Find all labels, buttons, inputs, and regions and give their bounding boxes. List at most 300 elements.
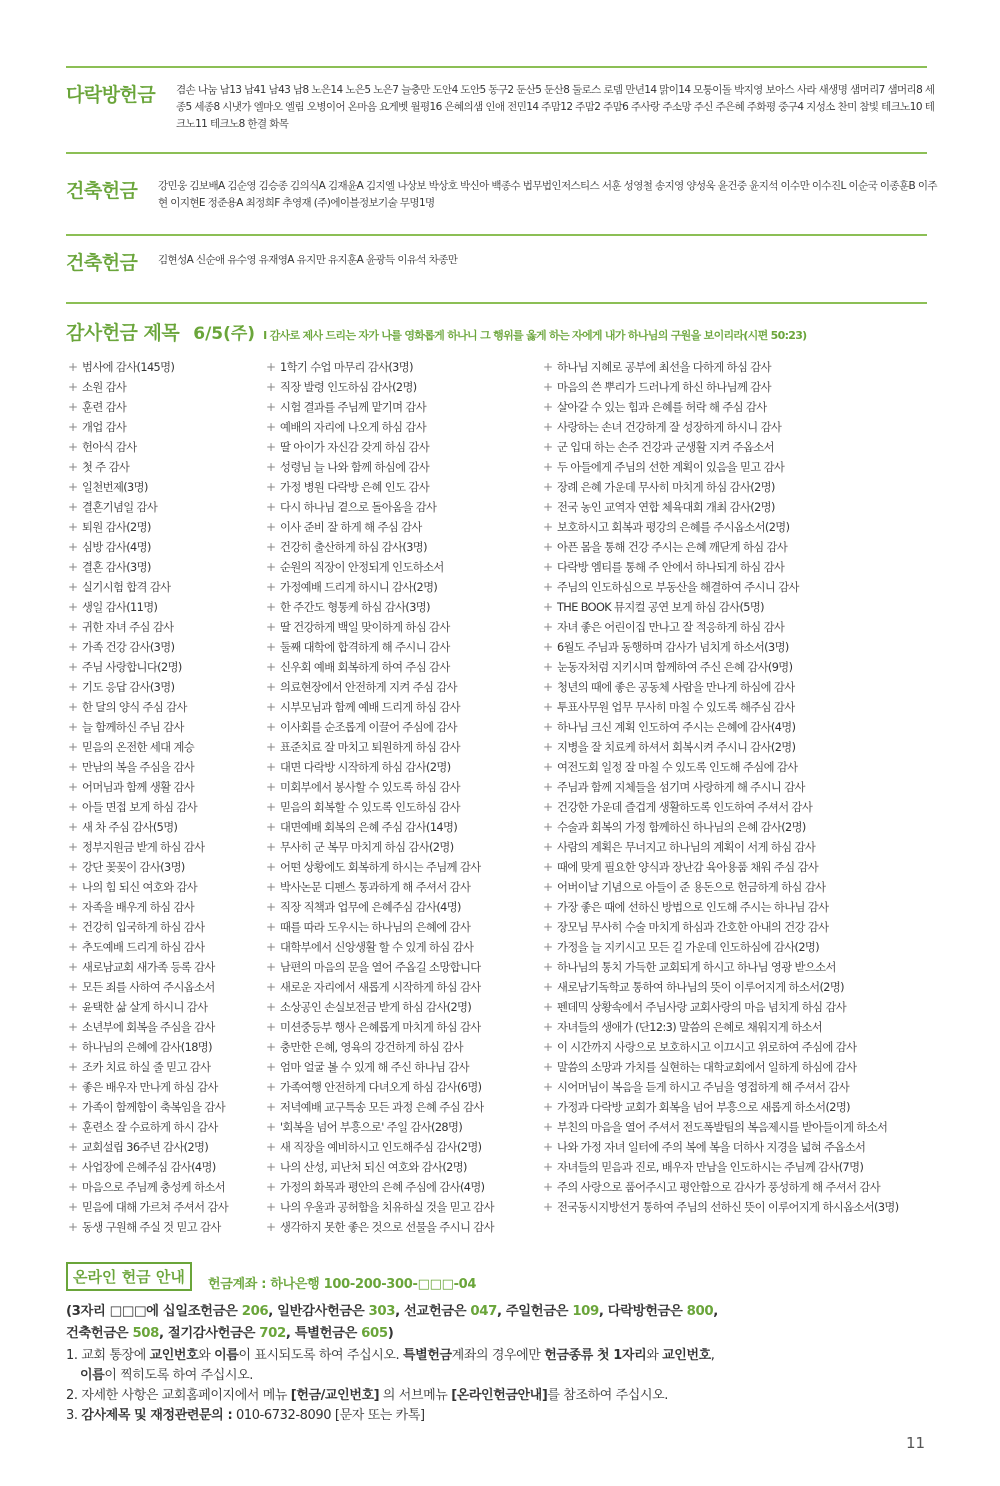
plus-icon: + bbox=[543, 1200, 553, 1214]
thanks-item bbox=[68, 877, 228, 897]
thanks-item bbox=[543, 497, 899, 517]
thanks-item bbox=[68, 997, 228, 1017]
thanks-item-text: '회복을 넘어 부흥으로' 주일 감사(28명) bbox=[280, 1121, 463, 1134]
plus-icon: + bbox=[266, 380, 276, 394]
thanks-column-3 bbox=[543, 357, 899, 1217]
thanks-item-text: 장례 은혜 가운데 무사히 마치게 하심 감사(2명) bbox=[557, 481, 775, 494]
plus-icon: + bbox=[266, 680, 276, 694]
plus-icon: + bbox=[266, 360, 276, 374]
thanks-item bbox=[543, 1057, 899, 1077]
thanks-item bbox=[266, 777, 494, 797]
plus-icon: + bbox=[68, 1180, 78, 1194]
thanks-item bbox=[266, 417, 494, 437]
online-account: 헌금계좌 : 하나은행 100-200-300-□□□-04 bbox=[208, 1277, 477, 1292]
plus-icon: + bbox=[543, 1140, 553, 1154]
plus-icon: + bbox=[266, 1080, 276, 1094]
code-mission: 047 bbox=[470, 1304, 497, 1319]
plus-icon: + bbox=[68, 840, 78, 854]
thanks-item-text: 하나님의 통치 가득한 교회되게 하시고 하나님 영광 받으소서 bbox=[557, 961, 836, 974]
plus-icon: + bbox=[266, 420, 276, 434]
code-sunday: 109 bbox=[572, 1304, 599, 1319]
thanks-item-text: 투표사무원 업무 무사히 마칠 수 있도록 해주심 감사 bbox=[557, 701, 795, 714]
thanks-item-text: 여전도회 일정 잘 마칠 수 있도록 인도해 주심에 감사 bbox=[557, 761, 798, 774]
thanks-item-text: 마음으로 주님께 충성케 하소서 bbox=[82, 1181, 226, 1194]
thanks-item bbox=[543, 897, 899, 917]
plus-icon: + bbox=[68, 540, 78, 554]
thanks-verse: I 감사로 제사 드리는 자가 나를 영화롭게 하나니 그 행위를 옳게 하는 자에게 내가 하나님의 구원을 보이리라(시편 50:23) bbox=[263, 329, 807, 342]
thanks-item-text: 소원 감사 bbox=[82, 381, 127, 394]
thanks-item-text: 강단 꽃꽂이 감사(3명) bbox=[82, 861, 185, 874]
thanks-item-text: 주님의 인도하심으로 부동산을 해결하여 주시니 감사 bbox=[557, 581, 799, 594]
thanks-item-text: 자녀 좋은 어린이집 만나고 잘 적응하게 하심 감사 bbox=[557, 621, 785, 634]
plus-icon: + bbox=[543, 1120, 553, 1134]
plus-icon: + bbox=[266, 500, 276, 514]
thanks-item bbox=[68, 977, 228, 997]
section-divider bbox=[66, 302, 927, 304]
thanks-item-text: 장모님 무사히 수술 마치게 하심과 간호한 아내의 건강 감사 bbox=[557, 921, 829, 934]
thanks-item bbox=[266, 1217, 494, 1237]
thanks-item-text: 무사히 군 복무 마치게 하심 감사(2명) bbox=[280, 841, 454, 854]
thanks-item bbox=[266, 497, 494, 517]
plus-icon: + bbox=[68, 400, 78, 414]
thanks-item-text: 1학기 수업 마무리 감사(3명) bbox=[280, 361, 413, 374]
plus-icon: + bbox=[68, 740, 78, 754]
plus-icon: + bbox=[266, 1020, 276, 1034]
thanks-item-text: 아들 면접 보게 하심 감사 bbox=[82, 801, 198, 814]
thanks-item bbox=[543, 957, 899, 977]
plus-icon: + bbox=[68, 1000, 78, 1014]
thanks-item bbox=[543, 1157, 899, 1177]
thanks-item-text: 6월도 주님과 동행하며 감사가 넘치게 하소서(3명) bbox=[557, 641, 789, 654]
thanks-item bbox=[543, 677, 899, 697]
thanks-title: 감사헌금 제목 bbox=[66, 322, 180, 344]
thanks-item-text: 때를 따라 도우시는 하나님의 은혜에 감사 bbox=[280, 921, 471, 934]
thanks-date: 6/5(주) bbox=[193, 324, 256, 344]
section-divider bbox=[66, 66, 927, 68]
thanks-item bbox=[68, 457, 228, 477]
building-names-2: 김현성A 신순애 유수영 유재영A 유지만 유지훈A 윤광득 이유석 차종만 bbox=[158, 254, 458, 266]
thanks-item bbox=[68, 477, 228, 497]
plus-icon: + bbox=[68, 880, 78, 894]
thanks-item bbox=[266, 717, 494, 737]
thanks-item-text: 한 주간도 형통케 하심 감사(3명) bbox=[280, 601, 430, 614]
plus-icon: + bbox=[68, 680, 78, 694]
thanks-item bbox=[266, 1017, 494, 1037]
section-divider bbox=[66, 234, 927, 236]
thanks-item-text: 딸 건강하게 백일 맞이하게 하심 감사 bbox=[280, 621, 450, 634]
plus-icon: + bbox=[543, 980, 553, 994]
thanks-item bbox=[266, 597, 494, 617]
thanks-item-text: 마음의 쓴 뿌리가 드러나게 하신 하나님께 감사 bbox=[557, 381, 771, 394]
thanks-item-text: 훈련소 잘 수료하게 하시 감사 bbox=[82, 1121, 218, 1134]
thanks-item-text: 딸 아이가 자신감 갖게 하심 감사 bbox=[280, 441, 430, 454]
plus-icon: + bbox=[543, 540, 553, 554]
thanks-item-text: 어떤 상황에도 회복하게 하시는 주님께 감사 bbox=[280, 861, 481, 874]
thanks-item-text: 둘째 대학에 합격하게 해 주시니 감사 bbox=[280, 641, 450, 654]
thanks-item bbox=[266, 797, 494, 817]
thanks-item bbox=[266, 397, 494, 417]
plus-icon: + bbox=[266, 1140, 276, 1154]
plus-icon: + bbox=[543, 960, 553, 974]
thanks-item-text: 건강히 입국하게 하심 감사 bbox=[82, 921, 205, 934]
plus-icon: + bbox=[68, 600, 78, 614]
thanks-item-text: 미회부에서 봉사할 수 있도록 하심 감사 bbox=[280, 781, 460, 794]
thanks-item bbox=[68, 1017, 228, 1037]
thanks-item bbox=[266, 957, 494, 977]
plus-icon: + bbox=[68, 780, 78, 794]
thanks-item-text: 새 직장을 예비하시고 인도해주심 감사(2명) bbox=[280, 1141, 482, 1154]
thanks-item bbox=[266, 897, 494, 917]
thanks-item-text: 심방 감사(4명) bbox=[82, 541, 151, 554]
thanks-item bbox=[543, 937, 899, 957]
thanks-item-text: 전국 농인 교역자 연합 체육대회 개최 감사(2명) bbox=[557, 501, 775, 514]
thanks-item-text: 하나님 지혜로 공부에 최선을 다하게 하심 감사 bbox=[557, 361, 771, 374]
thanks-item-text: 한 달의 양식 주심 감사 bbox=[82, 701, 187, 714]
thanks-item-text: 시부모님과 함께 예배 드리게 하심 감사 bbox=[280, 701, 460, 714]
plus-icon: + bbox=[543, 800, 553, 814]
thanks-item bbox=[68, 517, 228, 537]
thanks-item bbox=[543, 657, 899, 677]
thanks-item bbox=[266, 937, 494, 957]
note-3: 3. 감사제목 및 재정관련문의 : 010-6732-8090 [문자 또는 카톡] bbox=[66, 1408, 425, 1423]
thanks-item-text: 다락방 엠티를 통해 주 안에서 하나되게 하심 감사 bbox=[557, 561, 785, 574]
thanks-item-text: 부친의 마음을 열어 주셔서 전도폭발팀의 복음제시를 받아들이게 하소서 bbox=[557, 1121, 888, 1134]
thanks-item-text: 주님 사랑합니다(2명) bbox=[82, 661, 182, 674]
thanks-item bbox=[68, 817, 228, 837]
thanks-item bbox=[543, 377, 899, 397]
plus-icon: + bbox=[266, 740, 276, 754]
plus-icon: + bbox=[266, 920, 276, 934]
thanks-item bbox=[68, 1077, 228, 1097]
thanks-item bbox=[68, 717, 228, 737]
thanks-item-text: 생각하지 못한 좋은 것으로 선물을 주시니 감사 bbox=[280, 1221, 494, 1234]
thanks-item-text: 나의 힘 되신 여호와 감사 bbox=[82, 881, 198, 894]
thanks-item bbox=[543, 1077, 899, 1097]
thanks-item-text: 가족 건강 감사(3명) bbox=[82, 641, 175, 654]
thanks-item bbox=[68, 557, 228, 577]
plus-icon: + bbox=[68, 900, 78, 914]
thanks-item bbox=[543, 1197, 899, 1217]
thanks-item-text: 충만한 은혜, 영육의 강건하게 하심 감사 bbox=[280, 1041, 463, 1054]
plus-icon: + bbox=[68, 460, 78, 474]
page-number: 11 bbox=[906, 1434, 926, 1452]
thanks-item bbox=[266, 1157, 494, 1177]
code-tithe: 206 bbox=[241, 1304, 269, 1319]
thanks-item-text: 소년부에 회복을 주심을 감사 bbox=[82, 1021, 215, 1034]
plus-icon: + bbox=[266, 1000, 276, 1014]
plus-icon: + bbox=[68, 1220, 78, 1234]
plus-icon: + bbox=[68, 1160, 78, 1174]
thanks-item bbox=[543, 1137, 899, 1157]
plus-icon: + bbox=[68, 640, 78, 654]
thanks-item-text: 정부지원금 받게 하심 감사 bbox=[82, 841, 205, 854]
plus-icon: + bbox=[543, 400, 553, 414]
thanks-item bbox=[266, 837, 494, 857]
thanks-item bbox=[266, 977, 494, 997]
thanks-item-text: 주님과 함께 지체들을 섬기며 사랑하게 해 주시니 감사 bbox=[557, 781, 805, 794]
thanks-item bbox=[266, 557, 494, 577]
thanks-item bbox=[266, 917, 494, 937]
plus-icon: + bbox=[68, 620, 78, 634]
plus-icon: + bbox=[68, 980, 78, 994]
thanks-item-text: 사랑하는 손녀 건강하게 잘 성장하게 하시니 감사 bbox=[557, 421, 782, 434]
plus-icon: + bbox=[543, 920, 553, 934]
thanks-item bbox=[266, 1057, 494, 1077]
thanks-item bbox=[543, 617, 899, 637]
thanks-item-text: 주의 사랑으로 품어주시고 평안함으로 감사가 풍성하게 해 주셔서 감사 bbox=[557, 1181, 881, 1194]
thanks-item-text: 일천번제(3명) bbox=[82, 481, 148, 494]
plus-icon: + bbox=[68, 560, 78, 574]
thanks-item-text: 엄마 얼굴 볼 수 있게 해 주신 하나님 감사 bbox=[280, 1061, 469, 1074]
thanks-item-text: 믿음에 대해 가르쳐 주셔서 감사 bbox=[82, 1201, 229, 1214]
thanks-item bbox=[543, 817, 899, 837]
thanks-item bbox=[543, 357, 899, 377]
thanks-item bbox=[266, 1097, 494, 1117]
thanks-item bbox=[68, 417, 228, 437]
plus-icon: + bbox=[266, 820, 276, 834]
thanks-item bbox=[543, 857, 899, 877]
plus-icon: + bbox=[266, 1220, 276, 1234]
thanks-item-text: 수술과 회복의 가정 함께하신 하나님의 은혜 감사(2명) bbox=[557, 821, 806, 834]
thanks-item-text: 퇴원 감사(2명) bbox=[82, 521, 151, 534]
plus-icon: + bbox=[68, 820, 78, 834]
plus-icon: + bbox=[543, 700, 553, 714]
thanks-item-text: 지병을 잘 치료케 하셔서 회복시켜 주시니 감사(2명) bbox=[557, 741, 796, 754]
thanks-item-text: 건강한 가운데 즐겁게 생활하도록 인도하여 주셔서 감사 bbox=[557, 801, 813, 814]
thanks-item-text: 시어머님이 복음을 듣게 하시고 주님을 영접하게 해 주셔서 감사 bbox=[557, 1081, 850, 1094]
thanks-item bbox=[68, 797, 228, 817]
thanks-item bbox=[68, 637, 228, 657]
plus-icon: + bbox=[68, 940, 78, 954]
thanks-item bbox=[266, 857, 494, 877]
plus-icon: + bbox=[543, 560, 553, 574]
online-offering-title: 온라인 헌금 안내 bbox=[66, 1262, 192, 1291]
thanks-item-text: 나의 산성, 피난처 되신 여호와 감사(2명) bbox=[280, 1161, 467, 1174]
plus-icon: + bbox=[543, 1060, 553, 1074]
plus-icon: + bbox=[543, 840, 553, 854]
thanks-item bbox=[543, 717, 899, 737]
thanks-item-text: 가장 좋은 때에 선하신 방법으로 인도해 주시는 하나님 감사 bbox=[557, 901, 829, 914]
plus-icon: + bbox=[266, 780, 276, 794]
plus-icon: + bbox=[543, 900, 553, 914]
thanks-item bbox=[68, 937, 228, 957]
plus-icon: + bbox=[68, 480, 78, 494]
thanks-item-text: 좋은 배우자 만나게 하심 감사 bbox=[82, 1081, 218, 1094]
thanks-item-text: 늘 함께하신 주님 감사 bbox=[82, 721, 184, 734]
plus-icon: + bbox=[543, 940, 553, 954]
thanks-item bbox=[266, 457, 494, 477]
plus-icon: + bbox=[266, 1120, 276, 1134]
plus-icon: + bbox=[68, 440, 78, 454]
plus-icon: + bbox=[543, 640, 553, 654]
thanks-item-text: 표준치료 잘 마치고 퇴원하게 하심 감사 bbox=[280, 741, 460, 754]
thanks-item bbox=[266, 357, 494, 377]
thanks-item bbox=[543, 877, 899, 897]
thanks-item bbox=[266, 1117, 494, 1137]
thanks-item-text: 건강히 출산하게 하심 감사(3명) bbox=[280, 541, 427, 554]
thanks-item-text: 시험 결과를 주님께 맡기며 감사 bbox=[280, 401, 427, 414]
thanks-item bbox=[68, 957, 228, 977]
thanks-item bbox=[266, 657, 494, 677]
thanks-item bbox=[68, 677, 228, 697]
thanks-item bbox=[543, 1117, 899, 1137]
thanks-item-text: 대면예배 회복의 은혜 주심 감사(14명) bbox=[280, 821, 458, 834]
thanks-item bbox=[543, 457, 899, 477]
plus-icon: + bbox=[266, 620, 276, 634]
thanks-item-text: 저녁예배 교구특송 모든 과정 은혜 주심 감사 bbox=[280, 1101, 484, 1114]
offering-codes: (3자리 □□□에 십일조헌금은 206, 일반감사헌금은 303, 선교헌금은 047, 주일헌금은 109, 다락방헌금은 800, 건축헌금은 508, 절기감사헌금은 702, 특별헌금은 605) bbox=[66, 1304, 718, 1341]
plus-icon: + bbox=[266, 480, 276, 494]
thanks-item-text: 남편의 마음의 문을 열어 주옵길 소망합니다 bbox=[280, 961, 481, 974]
code-seasonal: 702 bbox=[259, 1326, 286, 1341]
plus-icon: + bbox=[68, 500, 78, 514]
thanks-item-text: 교회설립 36주년 감사(2명) bbox=[82, 1141, 209, 1154]
thanks-item-text: 펜데믹 상황속에서 주님사랑 교회사랑의 마음 넘치게 하심 감사 bbox=[557, 1001, 847, 1014]
thanks-item bbox=[266, 617, 494, 637]
thanks-item bbox=[543, 637, 899, 657]
thanks-item-text: 어머님과 함께 생활 감사 bbox=[82, 781, 195, 794]
thanks-item-text: 새 차 주심 감사(5명) bbox=[82, 821, 178, 834]
plus-icon: + bbox=[68, 360, 78, 374]
plus-icon: + bbox=[266, 520, 276, 534]
note-2: 2. 자세한 사항은 교회홈페이지에서 메뉴 [헌금/교인번호] 의 서브메뉴 [온라인헌금안내]를 참조하여 주십시오. bbox=[66, 1388, 669, 1403]
plus-icon: + bbox=[266, 880, 276, 894]
plus-icon: + bbox=[68, 1100, 78, 1114]
thanks-item bbox=[543, 417, 899, 437]
plus-icon: + bbox=[266, 1160, 276, 1174]
thanks-item-text: 군 입대 하는 손주 건강과 군생활 지켜 주옵소서 bbox=[557, 441, 774, 454]
plus-icon: + bbox=[543, 580, 553, 594]
thanks-item-text: 나와 가정 자녀 일터에 주의 복에 복을 더하사 지경을 넓혀 주옵소서 bbox=[557, 1141, 866, 1154]
thanks-item bbox=[543, 517, 899, 537]
thanks-column-1 bbox=[68, 357, 228, 1237]
thanks-item-text: 가정 병원 다락방 은혜 인도 감사 bbox=[280, 481, 430, 494]
plus-icon: + bbox=[543, 380, 553, 394]
thanks-item bbox=[68, 857, 228, 877]
plus-icon: + bbox=[266, 1040, 276, 1054]
thanks-item bbox=[68, 357, 228, 377]
plus-icon: + bbox=[266, 900, 276, 914]
plus-icon: + bbox=[68, 1080, 78, 1094]
thanks-item bbox=[68, 377, 228, 397]
thanks-item bbox=[543, 577, 899, 597]
thanks-item-text: 범사에 감사(145명) bbox=[82, 361, 175, 374]
thanks-item bbox=[543, 777, 899, 797]
thanks-item bbox=[68, 1137, 228, 1157]
thanks-item-text: 직장 직책과 업무에 은혜주심 감사(4명) bbox=[280, 901, 461, 914]
thanks-item-text: 훈련 감사 bbox=[82, 401, 127, 414]
thanks-item-text: 어버이날 기념으로 아들이 준 용돈으로 헌금하게 하심 감사 bbox=[557, 881, 826, 894]
thanks-item bbox=[266, 1197, 494, 1217]
thanks-item-text: 실기시험 합격 감사 bbox=[82, 581, 171, 594]
plus-icon: + bbox=[266, 960, 276, 974]
thanks-item-text: 귀한 자녀 주심 감사 bbox=[82, 621, 174, 634]
thanks-item bbox=[68, 657, 228, 677]
thanks-item bbox=[68, 697, 228, 717]
code-special: 605 bbox=[361, 1326, 388, 1341]
thanks-item-text: 다시 하나님 곁으로 돌아옴을 감사 bbox=[280, 501, 437, 514]
thanks-item-text: 헌아식 감사 bbox=[82, 441, 137, 454]
thanks-item bbox=[68, 437, 228, 457]
thanks-item-text: 결혼 감사(3명) bbox=[82, 561, 151, 574]
thanks-item-text: 나의 우울과 공허함을 치유하실 것을 믿고 감사 bbox=[280, 1201, 494, 1214]
plus-icon: + bbox=[266, 540, 276, 554]
plus-icon: + bbox=[543, 1040, 553, 1054]
thanks-item bbox=[543, 1037, 899, 1057]
thanks-item-text: 하나님 크신 계획 인도하여 주시는 은혜에 감사(4명) bbox=[557, 721, 796, 734]
thanks-item bbox=[68, 1157, 228, 1177]
thanks-header bbox=[66, 318, 946, 345]
thanks-item-text: 가정을 늘 지키시고 모든 길 가운데 인도하심에 감사(2명) bbox=[557, 941, 820, 954]
thanks-item-text: 예배의 자리에 나오게 하심 감사 bbox=[280, 421, 427, 434]
plus-icon: + bbox=[266, 860, 276, 874]
thanks-item bbox=[266, 437, 494, 457]
thanks-item bbox=[543, 797, 899, 817]
plus-icon: + bbox=[266, 440, 276, 454]
plus-icon: + bbox=[68, 1140, 78, 1154]
thanks-item-text: 만남의 복을 주심을 감사 bbox=[82, 761, 195, 774]
building-title-1: 건축헌금 bbox=[66, 180, 138, 202]
code-darakbang: 800 bbox=[686, 1304, 714, 1319]
plus-icon: + bbox=[68, 1060, 78, 1074]
note-1: 1. 교회 통장에 교인번호와 이름이 표시되도록 하여 주십시오. 특별헌금계좌의 경우에만 헌금종류 첫 1자리와 교인번호, 이름이 찍히도록 하여 주십시오. bbox=[66, 1348, 715, 1383]
thanks-item bbox=[68, 917, 228, 937]
plus-icon: + bbox=[543, 600, 553, 614]
code-building: 508 bbox=[132, 1326, 160, 1341]
plus-icon: + bbox=[266, 980, 276, 994]
plus-icon: + bbox=[543, 620, 553, 634]
thanks-item bbox=[266, 1137, 494, 1157]
thanks-item-text: 가족여행 안전하게 다녀오게 하심 감사(6명) bbox=[280, 1081, 482, 1094]
plus-icon: + bbox=[68, 1040, 78, 1054]
thanks-item bbox=[543, 1017, 899, 1037]
thanks-item-text: 살아갈 수 있는 힘과 은혜를 허락 해 주심 감사 bbox=[557, 401, 767, 414]
thanks-item bbox=[543, 1177, 899, 1197]
thanks-item bbox=[68, 397, 228, 417]
plus-icon: + bbox=[68, 720, 78, 734]
thanks-item-text: 신우회 예배 회복하게 하여 주심 감사 bbox=[280, 661, 450, 674]
plus-icon: + bbox=[68, 920, 78, 934]
plus-icon: + bbox=[266, 580, 276, 594]
thanks-item bbox=[68, 597, 228, 617]
thanks-item bbox=[543, 397, 899, 417]
plus-icon: + bbox=[266, 1200, 276, 1214]
thanks-item-text: 두 아들에게 주님의 선한 계획이 있음을 믿고 감사 bbox=[557, 461, 785, 474]
thanks-item bbox=[266, 697, 494, 717]
thanks-item bbox=[68, 837, 228, 857]
thanks-item bbox=[543, 557, 899, 577]
thanks-item bbox=[266, 1077, 494, 1097]
thanks-item bbox=[266, 1037, 494, 1057]
thanks-item bbox=[266, 637, 494, 657]
darakbang-names: 겸손 나눔 남13 남41 남43 남8 노은14 노은5 노은7 늘충만 도안4 도안5 동구2 둔산5 둔산8 둘로스 로뎀 만년14 맑이14 모퉁이돌 박지영 보아스 사라 새생명 샘머리7 샘머리8 세종5 세종8 시냇가 엘마오 엘림 오병이어 온마음 요게벳 월평16 은혜의샘 인애 전민14 주맘12 주맘2 주맘6 주사랑 주소망 주신 주은혜 주화평 중구4 지성소 찬미 참빛 테크노10 테크노11 테크노8 한결 화목 bbox=[176, 84, 935, 130]
thanks-item bbox=[543, 597, 899, 617]
thanks-item-text: 첫 주 감사 bbox=[82, 461, 130, 474]
plus-icon: + bbox=[266, 400, 276, 414]
thanks-item-text: 생일 감사(11명) bbox=[82, 601, 158, 614]
thanks-item-text: 조카 치료 하실 줄 믿고 감사 bbox=[82, 1061, 211, 1074]
thanks-item bbox=[266, 537, 494, 557]
plus-icon: + bbox=[266, 1100, 276, 1114]
plus-icon: + bbox=[543, 1160, 553, 1174]
building-names-1: 강민웅 김보배A 김순영 김승종 김의식A 김재윤A 김지엘 나상보 박상호 박신아 백종수 법무법인저스티스 서훈 성영철 송지영 양성욱 윤건중 윤지석 이수만 이수진L 이순국 이종훈B 이주현 이지현E 정준용A 최정희F 추영재 (주)에이블정보기술 무명1명 bbox=[158, 180, 937, 209]
thanks-item bbox=[68, 617, 228, 637]
thanks-item bbox=[68, 1057, 228, 1077]
thanks-item-text: 결혼기념일 감사 bbox=[82, 501, 158, 514]
thanks-item bbox=[543, 437, 899, 457]
thanks-item bbox=[68, 757, 228, 777]
online-notes bbox=[66, 1346, 946, 1426]
